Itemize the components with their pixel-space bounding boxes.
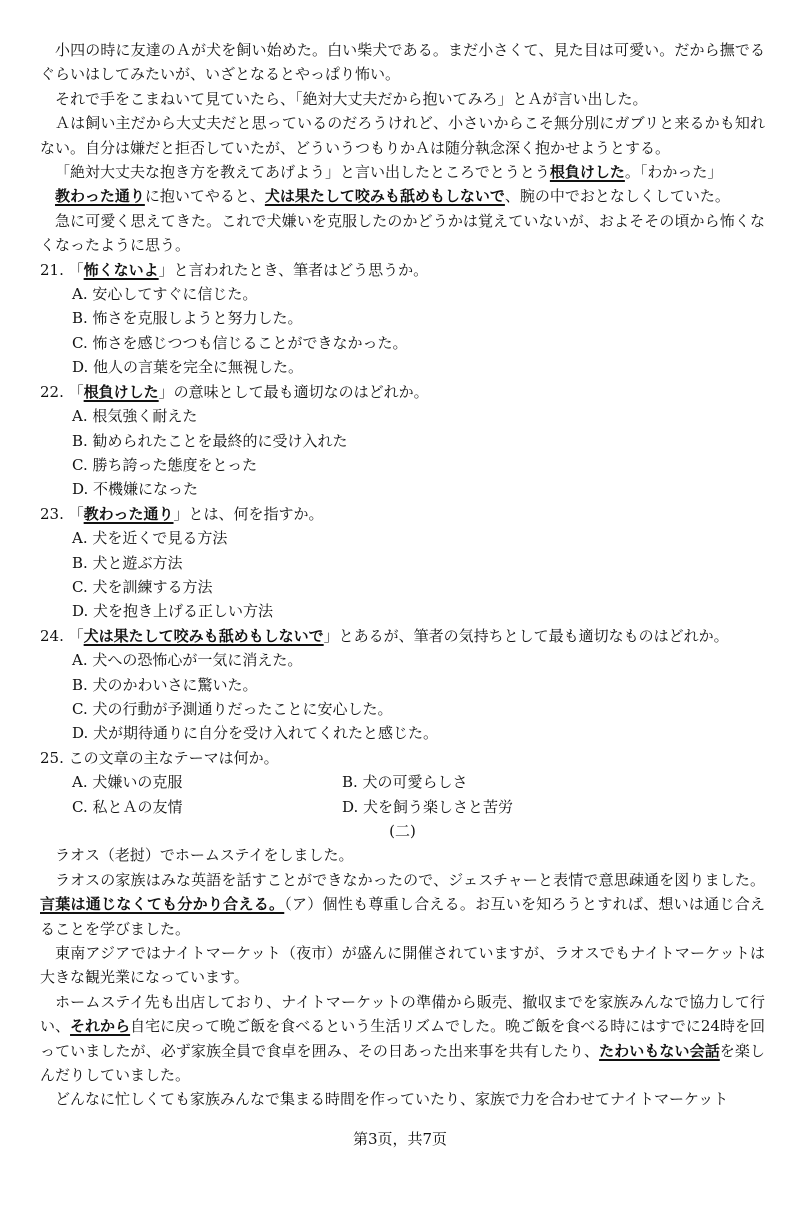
question-text: 」とあるが、筆者の気持ちとして最も適切なものはどれか。	[323, 626, 729, 645]
option-23-d: D. 犬を抱き上げる正しい方法	[72, 602, 274, 621]
option-22-c: C. 勝ち誇った態度をとった	[72, 455, 258, 474]
question-open-quote: 「	[68, 504, 84, 523]
question-open-quote: 「	[68, 260, 84, 279]
page-content	[40, 38, 765, 1112]
option-22-a: A. 根気強く耐えた	[72, 407, 198, 426]
question-number: 22.	[40, 382, 64, 401]
text-span: ラオスの家族はみな英語を話すことができなかったので、ジェスチャーと表情で意思疎通を図りました。	[55, 870, 765, 889]
option-22-b: B. 勧められたことを最終的に受け入れた	[72, 431, 348, 450]
underlined-phrase: 教わった通り	[55, 187, 145, 206]
option-21-c: C. 怖さを感じつつも信じることができなかった。	[72, 333, 408, 352]
option-23-a: A. 犬を近くで見る方法	[72, 529, 228, 548]
question-number: 23.	[40, 504, 64, 523]
underlined-phrase: たわいもない会話	[599, 1041, 720, 1060]
text-span: 自宅に戻って晩ご飯を食べるという生活リズムでした。晩ご飯を食べる時にはすでに24時を回っていましたが、必ず家族全員で食卓を囲み、その日あった出来事を共有したり、	[40, 1017, 765, 1060]
underlined-phrase: 言葉は通じなくても分かり合える。	[40, 895, 285, 914]
question-23	[40, 502, 765, 526]
section2-paragraph-3: 東南アジアではナイトマーケット（夜市）が盛んに開催されていますが、ラオスでもナイトマーケットは大きな観光業になっています。	[40, 944, 765, 987]
text-span: （ア）個性も尊重し合える。お互いを知ろうとすれば、想いは通じ合えることを学びました。	[40, 895, 765, 938]
option-23-b: B. 犬と遊ぶ方法	[72, 553, 183, 572]
page-footer: 第3页，共7页	[352, 1130, 448, 1148]
option-25-d: D. 犬を飼う楽しさと苦労	[342, 797, 514, 816]
question-quote: 根負けした	[83, 382, 159, 401]
passage1-paragraph-2: それで手をこまねいて見ていたら、「絶対大丈夫だから抱いてみろ」とＡが言い出した。	[55, 89, 648, 108]
text-span: 。「わかった」	[624, 163, 723, 182]
question-quote: 教わった通り	[83, 504, 174, 523]
option-25-c: C. 私とＡの友情	[72, 797, 183, 816]
underlined-phrase: 根負けした	[549, 163, 625, 182]
text-span: 、腕の中でおとなしくしていた。	[504, 187, 730, 206]
question-open-quote: 「	[68, 626, 84, 645]
option-24-c: C. 犬の行動が予測通りだったことに安心した。	[72, 699, 393, 718]
option-23-c: C. 犬を訓練する方法	[72, 577, 213, 596]
question-21	[40, 258, 765, 282]
option-row-25-cd	[40, 795, 765, 819]
option-21-a: A. 安心してすぐに信じた。	[72, 285, 258, 304]
passage1-paragraph-6: 急に可愛く思えてきた。これで犬嫌いを克服したのかどうかは覚えていないが、およそその頃から怖くなくなったように思う。	[40, 211, 765, 255]
option-24-b: B. 犬のかわいさに驚いた。	[72, 675, 258, 694]
text-span: 「絶対大丈夫な抱き方を教えてあげよう」と言い出したところでとうとう	[55, 163, 550, 182]
question-25: 25. この文章の主なテーマは何か。	[40, 748, 279, 767]
question-number: 21.	[40, 260, 64, 279]
option-24-a: A. 犬への恐怖心が一気に消えた。	[72, 651, 303, 670]
option-22-d: D. 不機嫌になった	[72, 480, 199, 499]
passage1-paragraph-1: 小四の時に友達のＡが犬を飼い始めた。白い柴犬である。まだ小さくて、見た目は可愛い。だから撫でるぐらいはしてみたいが、いざとなるとやっぱり怖い。	[40, 41, 765, 84]
question-open-quote: 「	[68, 382, 84, 401]
question-number: 24.	[40, 626, 64, 645]
text-span: に抱いてやると、	[144, 187, 265, 206]
question-24	[40, 624, 765, 648]
underlined-phrase: 犬は果たして咬みも舐めもしないで	[264, 187, 505, 206]
option-row-25-ab	[40, 770, 765, 794]
text-span: ホームステイ先も出店しており、ナイトマーケットの準備から販売、撤収までを家族みんなで協力して行い、	[40, 992, 765, 1036]
question-22	[40, 380, 765, 404]
option-21-b: B. 怖さを克服しようと努力した。	[72, 309, 303, 328]
section2-paragraph-2	[40, 868, 765, 941]
underlined-phrase: それから	[70, 1017, 131, 1036]
section2-paragraph-5: どんなに忙しくても家族みんなで集まる時間を作っていたり、家族で力を合わせてナイトマーケット	[55, 1090, 729, 1109]
option-21-d: D. 他人の言葉を完全に無視した。	[72, 358, 304, 377]
passage1-paragraph-4	[40, 160, 765, 184]
question-quote: 怖くないよ	[83, 260, 159, 279]
option-25-b: B. 犬の可愛らしさ	[342, 773, 468, 792]
passage1-paragraph-5	[40, 184, 765, 208]
section-2-title: (二)	[389, 822, 416, 840]
section2-paragraph-1: ラオス（老挝）でホームステイをしました。	[55, 846, 354, 865]
option-25-a: A. 犬嫌いの克服	[72, 773, 183, 792]
question-text: 」の意味として最も適切なのはどれか。	[158, 382, 429, 401]
question-text: 」とは、何を指すか。	[173, 504, 324, 523]
question-quote: 犬は果たして咬みも舐めもしないで	[83, 626, 324, 645]
text-span: を楽しんだりしていました。	[40, 1041, 765, 1085]
option-24-d: D. 犬が期待通りに自分を受け入れてくれたと感じた。	[72, 724, 439, 743]
passage1-paragraph-3: Ａは飼い主だから大丈夫だと思っているのだろうけれど、小さいからこそ無分別にガブリと来るかも知れない。自分は嫌だと拒否していたが、どういうつもりかＡは随分執念深く抱かせようとする。	[40, 114, 765, 157]
section2-paragraph-4	[40, 990, 765, 1088]
question-text: 」と言われたとき、筆者はどう思うか。	[158, 260, 429, 279]
